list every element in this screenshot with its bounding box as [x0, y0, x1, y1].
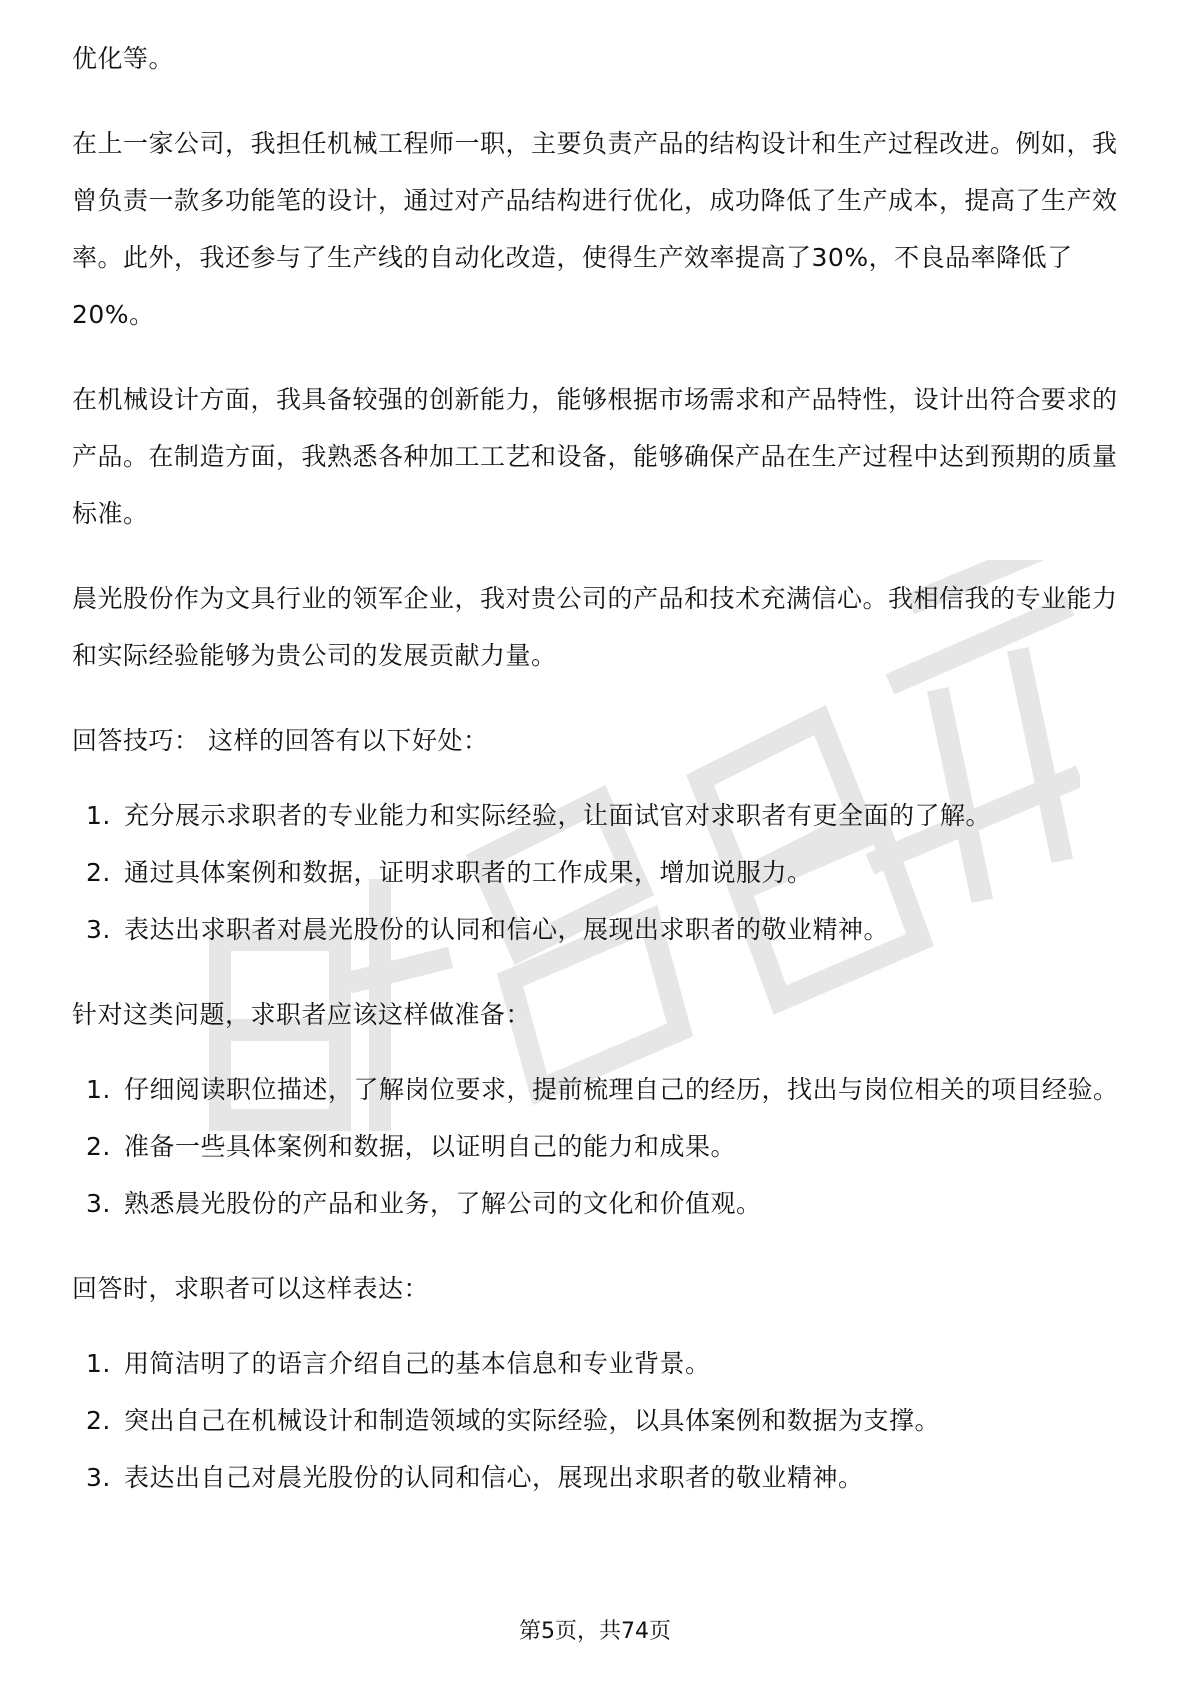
list-item-text: 表达出自己对晨光股份的认同和信心，展现出求职者的敬业精神。: [124, 1463, 864, 1492]
list-item: [72, 1335, 1122, 1392]
list-item-text: 准备一些具体案例和数据，以证明自己的能力和成果。: [124, 1132, 737, 1161]
list-number: 2.: [86, 1132, 111, 1161]
prep-list: [72, 1061, 1122, 1232]
list-item: [72, 901, 1122, 958]
list-number: 3.: [86, 1463, 111, 1492]
paragraph-experience: 在上一家公司，我担任机械工程师一职，主要负责产品的结构设计和生产过程改进。例如，我曾负责一款多功能笔的设计，通过对产品结构进行优化，成功降低了生产成本，提高了生产效率。此外，我还参与了生产线的自动化改造，使得生产效率提高了30%，不良品率降低了20%。: [72, 129, 1118, 329]
list-number: 3.: [86, 1189, 111, 1218]
paragraph-skills: 在机械设计方面，我具备较强的创新能力，能够根据市场需求和产品特性，设计出符合要求的产品。在制造方面，我熟悉各种加工工艺和设备，能够确保产品在生产过程中达到预期的质量标准。: [72, 385, 1118, 528]
prep-heading: 针对这类问题，求职者应该这样做准备：: [72, 1000, 532, 1029]
list-number: 1.: [86, 1349, 111, 1378]
list-item-text: 用简洁明了的语言介绍自己的基本信息和专业背景。: [124, 1349, 711, 1378]
list-item-text: 通过具体案例和数据，证明求职者的工作成果，增加说服力。: [124, 858, 813, 887]
document-body: [72, 40, 1122, 1534]
list-number: 1.: [86, 1075, 111, 1104]
paragraph-company: 晨光股份作为文具行业的领军企业，我对贵公司的产品和技术充满信心。我相信我的专业能力和实际经验能够为贵公司的发展贡献力量。: [72, 584, 1118, 670]
page-footer: [0, 1614, 1190, 1645]
express-list: [72, 1335, 1122, 1506]
tips-heading: 回答技巧： 这样的回答有以下好处：: [72, 726, 489, 755]
list-number: 2.: [86, 1406, 111, 1435]
list-item-text: 熟悉晨光股份的产品和业务，了解公司的文化和价值观。: [124, 1189, 762, 1218]
list-number: 3.: [86, 915, 111, 944]
list-item-text: 充分展示求职者的专业能力和实际经验，让面试官对求职者有更全面的了解。: [124, 801, 992, 830]
list-item: [72, 1175, 1122, 1232]
list-number: 1.: [86, 801, 111, 830]
paragraph-continuation: 优化等。: [72, 44, 175, 73]
list-item: [72, 1118, 1122, 1175]
page-number: 第5页，共74页: [519, 1619, 671, 1644]
list-item: [72, 844, 1122, 901]
list-item: [72, 1392, 1122, 1449]
list-item: [72, 1449, 1122, 1506]
list-item: [72, 787, 1122, 844]
express-heading: 回答时，求职者可以这样表达：: [72, 1274, 430, 1303]
list-item: [72, 1061, 1122, 1118]
list-item-text: 表达出求职者对晨光股份的认同和信心，展现出求职者的敬业精神。: [124, 915, 890, 944]
tips-list: [72, 787, 1122, 958]
list-item-text: 仔细阅读职位描述，了解岗位要求，提前梳理自己的经历，找出与岗位相关的项目经验。: [124, 1075, 1119, 1104]
list-item-text: 突出自己在机械设计和制造领域的实际经验，以具体案例和数据为支撑。: [124, 1406, 941, 1435]
list-number: 2.: [86, 858, 111, 887]
